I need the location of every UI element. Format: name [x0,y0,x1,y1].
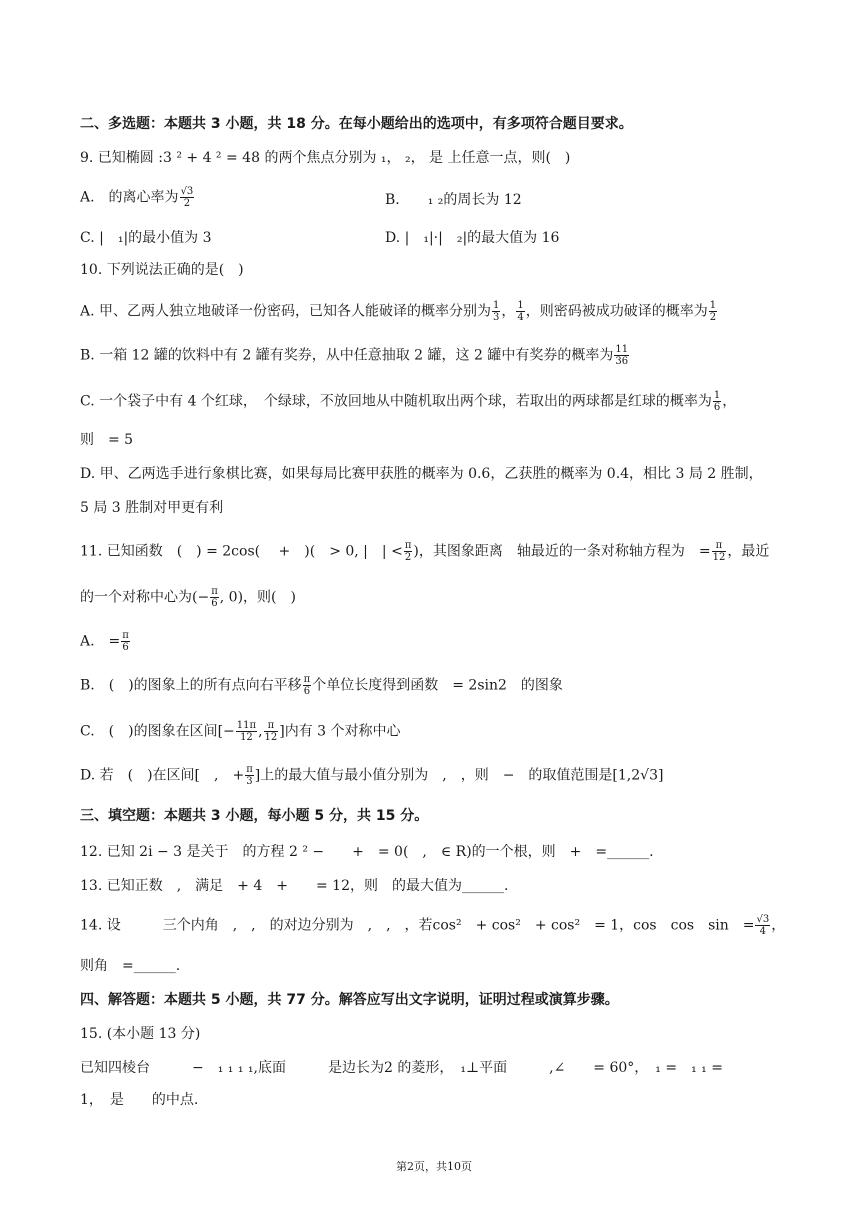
q10-option-a: A. 甲、乙两人独立地破译一份密码，已知各人能破译的概率分别为 $\frac{1}{3}$ ， $\frac{1}{4}$ ，则密码被成功破译的概率为 $\frac{1}{2}$ [80,300,717,323]
q10-option-b: B. 一箱 12 罐的饮料中有 2 罐有奖券，从中任意抽取 2 罐，这 2 罐中有奖券的概率为 $\frac{11}{36}$ [80,344,629,367]
question-9-stem: 9. 已知椭圆 :3 ² + 4 ² = 48 的两个焦点分别为 ₁， ₂， 是 上任意一点，则( ) [80,150,571,166]
question-12: 12. 已知 2i − 3 是关于 的方程 2 ² − + = 0( , ∈ R)的一个根，则 + =______. [80,844,654,860]
fraction: $\frac{\pi}{2}$ [404,540,412,563]
q11-option-a: A. = $\frac{\pi}{6}$ [80,630,129,653]
q10-option-d: D. 甲、乙两选手进行象棋比赛，如果每局比赛甲获胜的概率为 0.6，乙获胜的概率为 0.4，相比 3 局 2 胜制， [80,466,763,482]
fraction: $\frac{\pi}{12}$ [712,540,726,563]
question-13: 13. 已知正数 , 满足 + 4 + = 12，则 的最大值为______. [80,878,509,894]
section-heading-multiple-choice: 二、多选题：本题共 3 小题，共 18 分。在每小题给出的选项中，有多项符合题目要求。 [80,116,633,132]
q10-option-c-continued: 则 = 5 [80,432,134,448]
q10-option-c: C. 一个袋子中有 4 个红球， 个绿球，不放回地从中随机取出两个球，若取出的两球都是红球的概率为 $\frac{1}{6}$ ， [80,390,737,413]
fraction: $\frac{\pi}{6}$ [122,630,129,653]
question-15-title: 15. (本小题 13 分) [80,1026,201,1042]
q9-option-c: C. | ₁|的最小值为 3 [80,230,212,246]
fraction: $\frac{1}{6}$ [713,390,721,413]
fraction: $\frac{√3}{4}$ [756,914,770,937]
fraction: $\frac{1}{3}$ [493,300,500,323]
q9-option-a-text: A. 的离心率为 [80,189,179,206]
question-15-text: 已知四棱台 − ₁ ₁ ₁ ₁,底面 是边长为2 的菱形， ₁⊥平面 ,∠ = 60°， ₁ = ₁ ₁ = [80,1060,723,1076]
q9-option-b: B. ₁ ₂的周长为 12 [385,192,522,208]
question-14-continued: 则角 =______. [80,958,181,974]
question-11-stem: 11. 已知函数 ( ) = 2cos( + )( > 0, | | < $\frac{\pi}{2}$ )，其图象距离 轴最近的一条对称轴方程为 = $\frac{\pi}{12}$ ，最近 [80,540,770,563]
q11-option-b: B. ( )的图象上的所有点向右平移 $\frac{\pi}{6}$ 个单位长度得到函数 = 2sin2 的图象 [80,674,563,697]
fraction: $\frac{\pi}{6}$ [211,586,218,609]
question-11-stem-continued: 的一个对称中心为(− $\frac{\pi}{6}$ , 0)，则( ) [80,586,296,609]
fraction: $\frac{1}{4}$ [517,300,524,323]
q10-option-d-continued: 5 局 3 胜制对甲更有利 [80,500,224,516]
question-15-text-continued: 1， 是 的中点. [80,1092,199,1108]
fraction: $\frac{\pi}{6}$ [303,674,311,697]
question-14: 14. 设 三个内角 , , 的对边分别为 , , ，若cos² + cos² + cos² = 1，cos cos sin = $\frac{√3}{4}$ ， [80,914,786,937]
q9-option-a [80,186,195,209]
section-heading-fill-in: 三、填空题：本题共 3 小题，每小题 5 分，共 15 分。 [80,808,429,824]
fraction: $\frac{√3}{2}$ [180,186,194,209]
q9-option-d: D. | ₁|·| ₂|的最大值为 16 [385,230,560,246]
fraction: $\frac{1}{2}$ [709,300,717,323]
q11-option-c: C. ( )的图象在区间[− $\frac{11\pi}{12}$ , $\frac{\pi}{12}$ ]内有 3 个对称中心 [80,720,401,743]
fraction: $\frac{\pi}{3}$ [246,764,253,787]
fraction: $\frac{11}{36}$ [615,344,629,367]
fraction: $\frac{\pi}{12}$ [264,720,278,743]
page-number: 第2页，共10页 [396,1160,472,1173]
fraction: $\frac{11\pi}{12}$ [236,720,257,743]
question-10-stem: 10. 下列说法正确的是( ) [80,262,244,278]
q11-option-d: D. 若 ( )在区间[ , + $\frac{\pi}{3}$ ]上的最大值与最小值分别为 , ，则 − 的取值范围是[1,2√3] [80,764,664,787]
section-heading-solutions: 四、解答题：本题共 5 小题，共 77 分。解答应写出文字说明，证明过程或演算步骤。 [80,992,619,1008]
